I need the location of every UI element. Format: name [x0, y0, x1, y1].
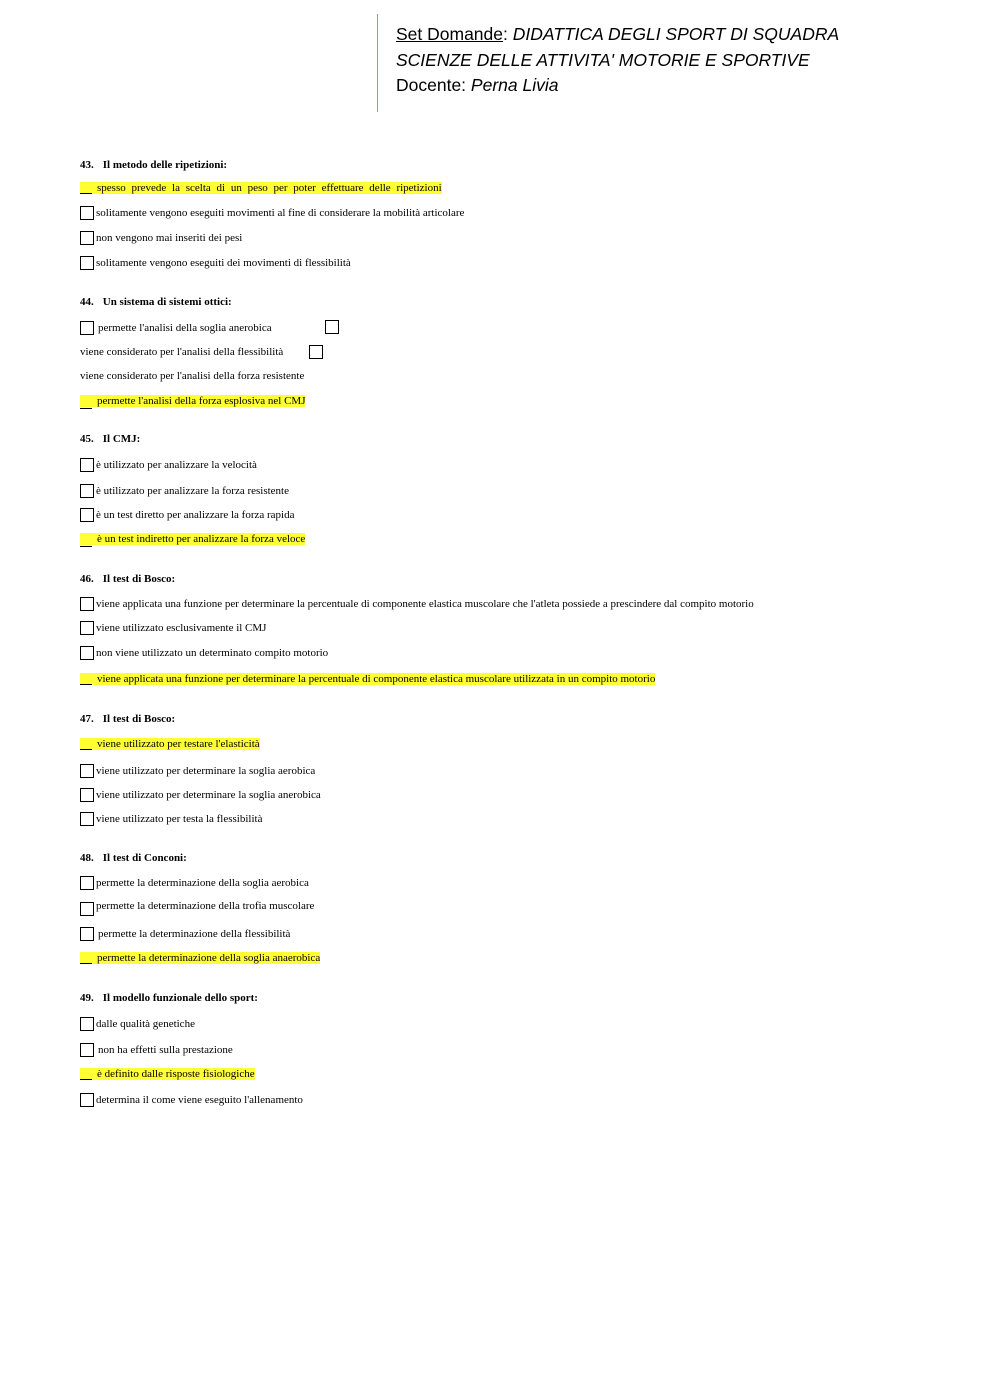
- answer-checkbox[interactable]: [80, 206, 94, 220]
- teacher-label: Docente:: [396, 75, 467, 95]
- answer-checkbox[interactable]: [80, 1017, 94, 1031]
- answer-checkbox[interactable]: [80, 1093, 94, 1107]
- answer-checkbox[interactable]: [80, 812, 94, 826]
- degree-title: SCIENZE DELLE ATTIVITA' MOTORIE E SPORTIVE: [396, 49, 810, 70]
- question-title: 43. Il metodo delle ripetizioni:: [80, 159, 228, 171]
- question-title: 48. Il test di Conconi:: [80, 852, 187, 864]
- answer-checkbox[interactable]: [80, 764, 94, 778]
- answer-option-text[interactable]: viene considerato per l'analisi della flessibilità: [80, 346, 284, 358]
- selected-answer-mark: [80, 193, 92, 194]
- answer-checkbox[interactable]: [80, 321, 94, 335]
- question-title: 46. Il test di Bosco:: [80, 573, 176, 585]
- answer-checkbox[interactable]: [80, 458, 94, 472]
- answer-checkbox[interactable]: [80, 484, 94, 498]
- answer-checkbox[interactable]: [325, 320, 339, 334]
- answer-checkbox[interactable]: [80, 927, 94, 941]
- set-label: Set Domande: [396, 24, 504, 44]
- question-title: 49. Il modello funzionale dello sport:: [80, 992, 258, 1004]
- question-title: 44. Un sistema di sistemi ottici:: [80, 296, 232, 308]
- answer-checkbox[interactable]: [309, 345, 323, 359]
- selected-answer-mark: [80, 963, 92, 964]
- answer-option-text[interactable]: viene considerato per l'analisi della forza resistente: [80, 370, 305, 382]
- answer-checkbox[interactable]: [80, 231, 94, 245]
- selected-answer-mark: [80, 408, 92, 409]
- selected-answer-mark: [80, 546, 92, 547]
- answer-checkbox[interactable]: [80, 788, 94, 802]
- question-sheet: 43. Il metodo delle ripetizioni: spesso prevede la scelta di un peso per poter effettuare delle ripetizioni solitamente vengono eseguiti movimenti al fine di considerare la mobilità articolare non vengono mai inseriti dei pesi solitamente vengono eseguiti dei movimenti di flessibilità 44. Un sistema di sistemi ottici: permette l'analisi della soglia anerobica viene considerato per l'analisi della flessibilità viene considerato per l'analisi della forza resistente permette l'analisi della forza esplosiva nel CMJ 45. Il CMJ: è utilizzato per analizzare la velocità è utilizzato per analizzare la forza resistente è un test diretto per analizzare la forza rapida è un test indiretto per analizzare la forza veloce 46. Il test di Bosco: viene applicata una funzione per determinare la percentuale di componente elastica muscolare che l'atleta possiede a prescindere dal compito motorio viene utilizzato esclusivamente il CMJ non viene utilizzato un determinato compito motorio viene applicata una funzione per determinare la percentuale di componente elastica muscolare utilizzata in un compito motorio 47. Il test di Bosco: viene utilizzato per testare l'elasticità viene utilizzato per determinare la soglia aerobica viene utilizzato per determinare la soglia anerobica viene utilizzato per testa la flessibilità 48. Il test di Conconi: permette la determinazione della soglia aerobica permette la determinazione della trofia muscolare permette la determinazione della flessibilità permette la determinazione della soglia anaerobica 49. Il modello funzionale dello sport: dalle qualità genetiche non ha effetti sulla prestazione è definito dalle risposte fisiologiche determina il come viene eseguito l'allenamento: [80, 159, 754, 1106]
- answer-checkbox[interactable]: [80, 646, 94, 660]
- answer-checkbox[interactable]: [80, 621, 94, 635]
- teacher-name: Perna Livia: [470, 75, 559, 95]
- course-title: DIDATTICA DEGLI SPORT DI SQUADRA: [512, 24, 840, 44]
- answer-checkbox[interactable]: [80, 876, 94, 890]
- selected-answer-mark: [80, 749, 92, 750]
- set-colon: :: [503, 24, 508, 44]
- answer-checkbox[interactable]: [80, 1043, 94, 1057]
- answer-checkbox[interactable]: [80, 597, 94, 611]
- answer-checkbox[interactable]: [80, 902, 94, 916]
- question-title: 47. Il test di Bosco:: [80, 713, 176, 725]
- answer-checkbox[interactable]: [80, 256, 94, 270]
- selected-answer-mark: [80, 684, 92, 685]
- answer-checkbox[interactable]: [80, 508, 94, 522]
- question-title: 45. Il CMJ:: [80, 433, 141, 445]
- selected-answer-mark: [80, 1079, 92, 1080]
